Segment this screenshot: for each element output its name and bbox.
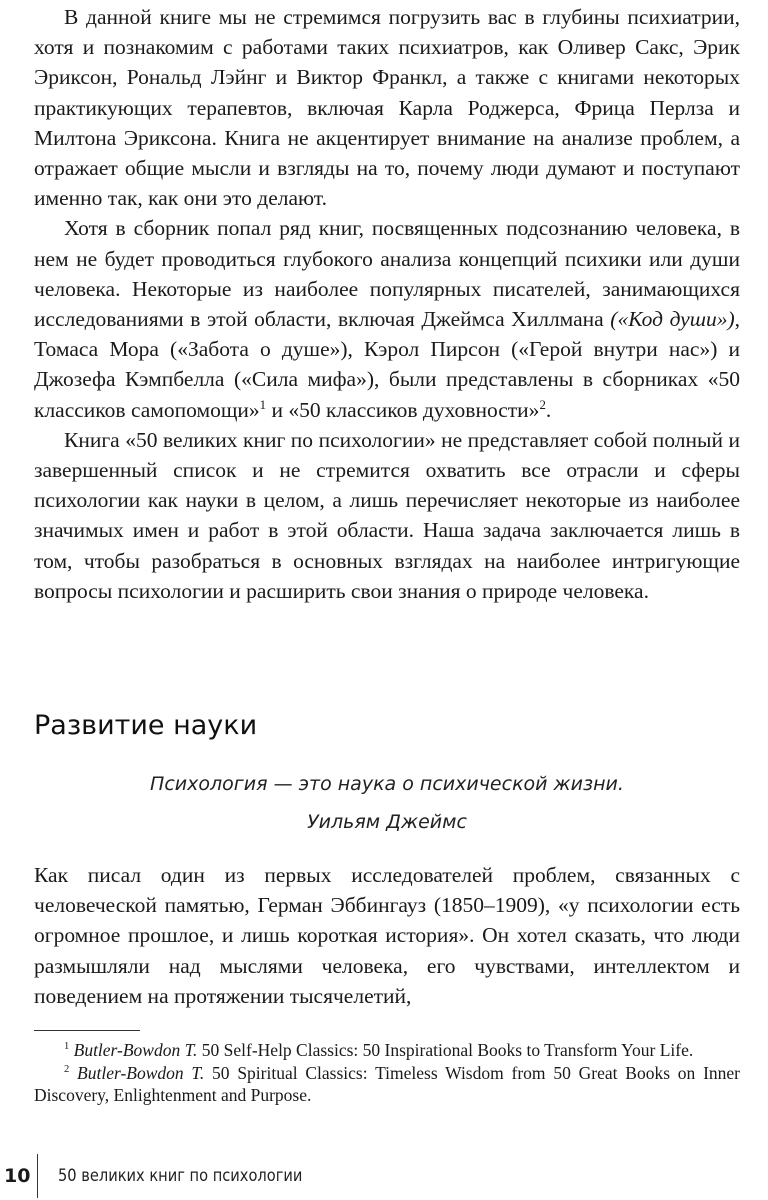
footnote-ref: 1 [259, 397, 267, 412]
footnote-divider [34, 1030, 140, 1031]
section-text [34, 860, 740, 1011]
page-footer [0, 1150, 768, 1200]
intro-paragraph-1: В данной книге мы не стремимся погрузить вас в глубины психиатрии, хотя и познакомим с работами таких психиатров, как Оливер Сакс, Эрик Эриксон, Рональд Лэйнг и Виктор Франкл, а также с книгами некоторых практикующих терапевтов, включая Карла Роджерса, Фрица Перлза и Милтона Эриксона. Книга не акцентирует внимание на анализе проблем, а отражает общие мысли и взгляды на то, почему люди думают и поступают именно так, как они это делают. [34, 5, 740, 211]
footnotes [34, 1039, 740, 1107]
footnote-author: Butler-Bowdon T. [73, 1040, 198, 1060]
footnote [34, 1062, 740, 1107]
epigraph-author: Уильям Джеймс [307, 811, 467, 833]
footnote-number: 2 [64, 1063, 70, 1075]
book-title-italic: («Код души») [610, 307, 735, 332]
paragraph-text: , Томаса Мора («Забота о душе»), Кэрол Пирсон («Герой внутри нас») и Джозефа Кэмпбелла («Сила мифа»), были представлены в сборниках «50 классиков самопомощи» [34, 307, 740, 422]
intro-paragraph-3: Книга «50 великих книг по психологии» не представляет собой полный и завершенный список и не стремится охватить все отрасли и сферы психологии как науки в целом, а лишь перечисляет некоторые из наиболее значимых имен и работ в этой области. Наша задача заключается лишь в том, чтобы разобраться в основных взглядах на наиболее интригующие вопросы психологии и расширить свои знания о природе человека. [34, 427, 740, 603]
footnote-ref: 2 [539, 397, 546, 412]
section-paragraph-1: Как писал один из первых исследователей проблем, связанных с человеческой памятью, Герман Эббингауз (1850–1909), «у психологии есть огромное прошлое, и лишь короткая история». Он хотел сказать, что люди размышляли над мыслями человека, его чувствами, интеллектом и поведением на протяжении тысячелетий, [34, 863, 740, 1008]
intro-paragraph-2 [34, 213, 740, 424]
intro-text [34, 2, 740, 606]
paragraph-text: и «50 классиков духовности» [266, 397, 540, 422]
epigraph-quote: Психология — это наука о психической жизни. [150, 773, 624, 795]
footnote-text: 50 Spiritual Classics: Timeless Wisdom from 50 Great Books on Inner Discovery, Enlightenment and Purpose. [34, 1062, 741, 1105]
section-heading: Развитие науки [34, 710, 258, 741]
running-title: 50 великих книг по психологии [58, 1166, 303, 1186]
footnote [34, 1039, 740, 1062]
footnote-text: 50 Self-Help Classics: 50 Inspirational Books to Transform Your Life. [197, 1040, 694, 1060]
page-number: 10 [4, 1165, 31, 1187]
paragraph-text: Хотя в сборник попал ряд книг, посвященных подсознанию человека, в нем не будет проводиться глубокого анализа концепций психики или души человека. Некоторые из наиболее популярных писателей, занимающихся исследованиями в этой области, включая Джеймса Хиллмана [34, 216, 740, 332]
paragraph-text: . [545, 397, 552, 422]
footnote-number: 1 [64, 1041, 70, 1053]
footnote-author: Butler-Bowdon T. [77, 1062, 205, 1083]
footer-divider [37, 1154, 38, 1198]
